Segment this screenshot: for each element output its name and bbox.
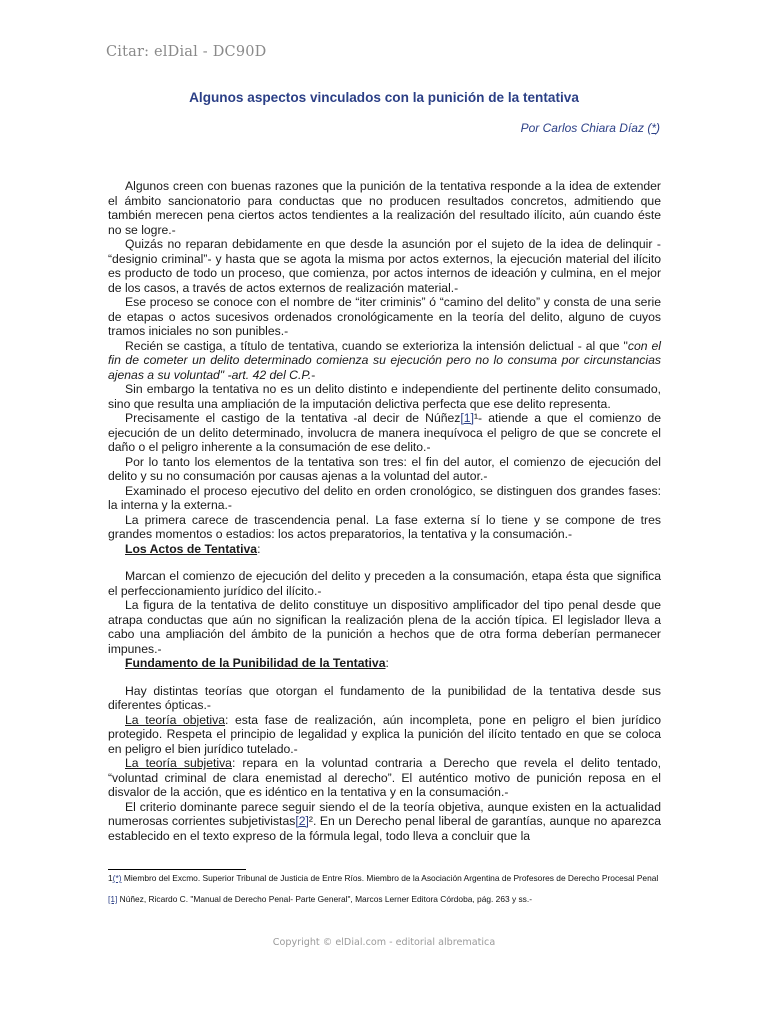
- article-title: Algunos aspectos vinculados con la punición de la tentativa: [189, 90, 579, 105]
- footnote-backlink[interactable]: [1]: [108, 894, 118, 904]
- section-heading-text: Fundamento de la Punibilidad de la Tentativa: [125, 656, 386, 670]
- footnote-link-2[interactable]: [2]: [295, 814, 309, 828]
- author-footnote-link[interactable]: *: [651, 121, 656, 135]
- paragraph-text: ¹- atiende a que el comienzo de ejecución de un delito determinado, involucra de manera inequívoca el peligro de que se concrete el daño o el peligro inherente a la consumación de ese delito.-: [108, 411, 662, 454]
- footnote-1: [108, 873, 668, 883]
- section-heading: [108, 542, 661, 557]
- section-heading: [108, 656, 661, 671]
- footnote-backlink[interactable]: (*): [112, 873, 122, 883]
- paragraph: Sin embargo la tentativa no es un delito distinto e independiente del pertinente delito consumado, sino que resulta una ampliación de la imputación delictiva perfecta que ese delito representa.: [108, 382, 661, 411]
- paragraph: [108, 713, 661, 757]
- theory-label: La teoría objetiva: [125, 712, 225, 727]
- paragraph: [108, 339, 661, 383]
- author-line: [521, 121, 660, 135]
- paragraph-text: -: [311, 367, 316, 382]
- paragraph: La figura de la tentativa de delito constituye un dispositivo amplificador del tipo penal desde que atrapa conductas que aún no significan la realización plena de la acción típica. El legislador lleva a cabo una ampliación del ámbito de la punición a hechos que de otra forma deberían permanecer impunes.-: [108, 598, 661, 656]
- footnote-text: Núñez, Ricardo C. "Manual de Derecho Penal- Parte General", Marcos Lerner Editora Córdoba, pág. 263 y ss.-: [117, 894, 532, 904]
- paragraph: Algunos creen con buenas razones que la punición de la tentativa responde a la idea de extender el ámbito sancionatorio para conductas que no producen resultados concretos, admitiendo que también merecen pena ciertos actos tendientes a la realización del resultado ilícito, aún cuando éste no se logre.-: [108, 179, 661, 237]
- copyright-footer: Copyright © elDial.com - editorial albrematica: [272, 937, 496, 948]
- footnote-divider: [108, 869, 246, 870]
- footnote-2: [108, 894, 668, 904]
- section-heading-text: Los Actos de Tentativa: [125, 541, 258, 556]
- footnote-text: Miembro del Excmo. Superior Tribunal de Justicia de Entre Ríos. Miembro de la Asociación Argentina de Profesores de Derecho Procesal Penal: [121, 873, 659, 883]
- author-suffix: ): [656, 121, 660, 135]
- paragraph-text: ². En un Derecho penal liberal de garantías, aunque no aparezca establecido en el texto expreso de la fórmula legal, todo lleva a concluir que la: [108, 814, 661, 843]
- quoted-article-text: con el fin de cometer un delito determinado comienza su ejecución pero no lo consuma por circunstancias ajenas a su voluntad" -art. 42 del C.P.: [108, 338, 661, 382]
- paragraph-text: El criterio dominante parece seguir siendo el de la teoría objetiva, aunque existen en la actualidad numerosas corrientes subjetivistas: [108, 799, 661, 828]
- section-heading-colon: :: [257, 541, 261, 556]
- section-heading-colon: :: [385, 656, 389, 670]
- paragraph: [108, 800, 661, 844]
- paragraph: [108, 756, 661, 800]
- paragraph-text: Precisamente el castigo de la tentativa -al decir de Núñez: [125, 411, 461, 425]
- author-name: Por Carlos Chiara Díaz (: [520, 121, 652, 135]
- paragraph: Marcan el comienzo de ejecución del delito y preceden a la consumación, etapa ésta que significa el perfeccionamiento jurídico del ilícito.-: [108, 569, 661, 598]
- paragraph: Examinado el proceso ejecutivo del delito en orden cronológico, se distinguen dos grandes fases: la interna y la externa.-: [108, 483, 661, 512]
- paragraph: La primera carece de trascendencia penal. La fase externa sí lo tiene y se compone de tres grandes momentos o estadios: los actos preparatorios, la tentativa y la consumación.-: [108, 512, 661, 541]
- footnote-number: 1: [108, 873, 113, 883]
- paragraph-text: : repara en la voluntad contraria a Derecho que revela el delito tentado, “voluntad criminal de clara enemistad al derecho”. El auténtico motivo de punición reposa en el disvalor de la acción, que es idéntico en la tentativa y en la consumación.-: [108, 756, 661, 799]
- paragraph: Quizás no reparan debidamente en que desde la asunción por el sujeto de la idea de delinquir - “designio criminal”- y hasta que se agota la misma por actos externos, la ejecución material del ilícito es producto de todo un proceso, que comienza, por actos internos de ideación y culmina, en el mejor de los casos, a través de actos externos de realización material.-: [108, 237, 661, 295]
- paragraph: Ese proceso se conoce con el nombre de “iter criminis” ó “camino del delito” y consta de una serie de etapas o actos sucesivos ordenados cronológicamente en la teoría del delito, alguno de cuyos tramos iniciales no son punibles.-: [108, 295, 661, 338]
- spacer: [108, 671, 661, 684]
- article-body: [108, 179, 661, 843]
- paragraph-text: Recién se castiga, a título de tentativa, cuando se exterioriza la intensión delictual - al que ": [125, 338, 628, 353]
- spacer: [108, 556, 661, 569]
- theory-label: La teoría subjetiva: [125, 756, 232, 770]
- footnote-link-1[interactable]: [1]: [460, 411, 474, 425]
- paragraph-text: : esta fase de realización, aún incompleta, pone en peligro el bien jurídico protegido. Respeta el principio de legalidad y explica la punición del ilícito tentado en que se coloca en peligro el bien jurídico tutelado.-: [108, 712, 661, 756]
- paragraph: [108, 411, 661, 455]
- paragraph: Por lo tanto los elementos de la tentativa son tres: el fin del autor, el comienzo de ejecución del delito y su no consumación por causas ajenas a la voluntad del autor.-: [108, 454, 661, 483]
- paragraph: Hay distintas teorías que otorgan el fundamento de la punibilidad de la tentativa desde sus diferentes ópticas.-: [108, 683, 661, 712]
- citation-label: Citar: elDial - DC90D: [106, 44, 267, 60]
